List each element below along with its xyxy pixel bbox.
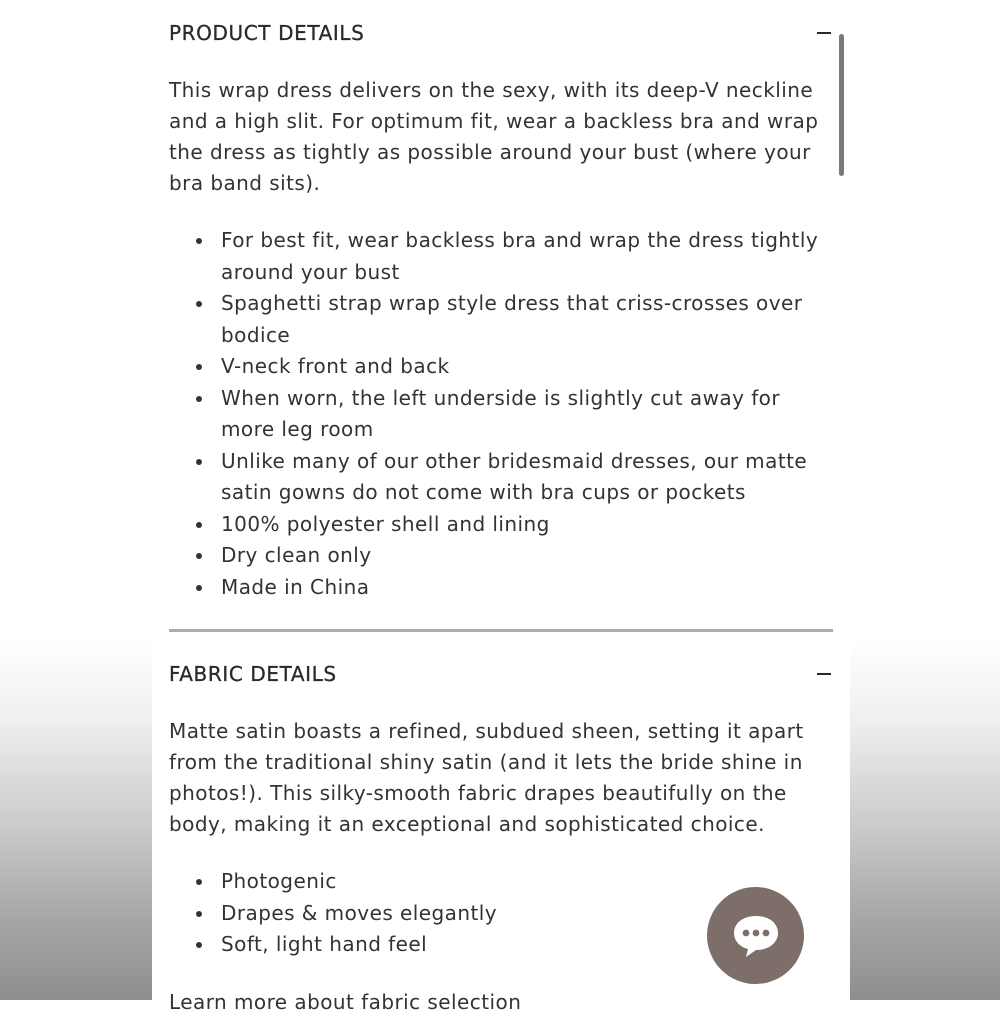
list-item: Photogenic (169, 866, 833, 898)
list-item: Drapes & moves elegantly (169, 898, 833, 930)
collapse-minus-icon[interactable] (817, 673, 831, 675)
list-item: Spaghetti strap wrap style dress that criss-crosses over bodice (169, 288, 833, 351)
chat-bubble-icon (729, 911, 783, 961)
fabric-details-title: FABRIC DETAILS (169, 662, 337, 686)
list-item: Dry clean only (169, 540, 833, 572)
list-item: Made in China (169, 572, 833, 604)
list-item: Soft, light hand feel (169, 929, 833, 961)
list-item: Unlike many of our other bridesmaid dresses, our matte satin gowns do not come with bra cups or pockets (169, 446, 833, 509)
collapse-minus-icon[interactable] (817, 32, 831, 34)
list-item: 100% polyester shell and lining (169, 509, 833, 541)
list-item: When worn, the left underside is slightly cut away for more leg room (169, 383, 833, 446)
product-details-title: PRODUCT DETAILS (169, 21, 365, 45)
fabric-details-description: Matte satin boasts a refined, subdued sheen, setting it apart from the traditional shiny satin (and it lets the bride shine in photos!). This silky-smooth fabric drapes beautifully on the body, making it an exceptional and sophisticated choice. (169, 719, 804, 836)
product-details-header[interactable] (169, 18, 833, 48)
list-item: V-neck front and back (169, 351, 833, 383)
section-divider (169, 629, 833, 632)
product-info-panel (152, 0, 850, 1014)
scrollbar-thumb[interactable] (839, 34, 844, 176)
product-details-description: This wrap dress delivers on the sexy, with its deep-V neckline and a high slit. For optimum fit, wear a backless bra and wrap the dress as tightly as possible around your bust (where your bra band sits). (169, 78, 819, 195)
list-item: For best fit, wear backless bra and wrap the dress tightly around your bust (169, 225, 833, 288)
fabric-details-header[interactable] (169, 659, 833, 689)
fabric-selection-link[interactable]: Learn more about fabric selection (169, 990, 522, 1014)
product-details-section (169, 18, 833, 603)
chat-button[interactable] (707, 887, 804, 984)
product-details-list (169, 225, 833, 603)
